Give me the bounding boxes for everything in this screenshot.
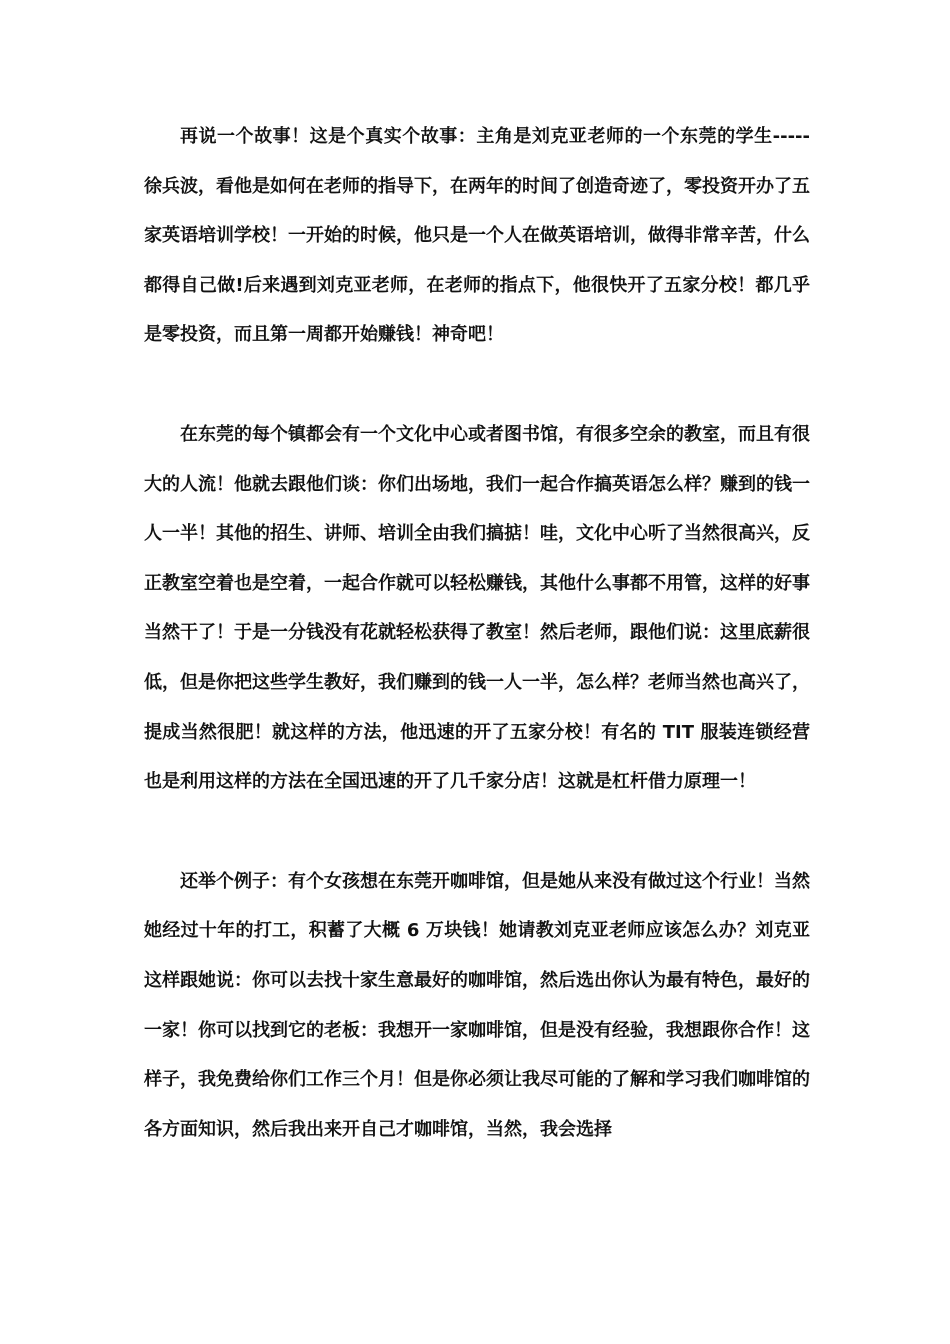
paragraph-coffee-shop: 还举个例子：有个女孩想在东莞开咖啡馆，但是她从来没有做过这个行业！当然她经过十年的打工，积蓄了大概 6 万块钱！她请教刘克亚老师应该怎么办？刘克亚这样跟她说：你可以去找十家生意最好的咖啡馆，然后选出你认为最有特色，最好的一家！你可以找到它的老板：我想开一家咖啡馆，但是没有经验，我想跟你合作！这样子，我免费给你们工作三个月！但是你必须让我尽可能的了解和学习我们咖啡馆的各方面知识，然后我出来开自己才咖啡馆，当然，我会选择 <box>144 870 810 1140</box>
paragraph-culture-center: 在东莞的每个镇都会有一个文化中心或者图书馆，有很多空余的教室，而且有很大的人流！他就去跟他们谈：你们出场地，我们一起合作搞英语怎么样？赚到的钱一人一半！其他的招生、讲师、培训全由我们搞掂！哇，文化中心听了当然很高兴，反正教室空着也是空着，一起合作就可以轻松赚钱，其他什么事都不用管，这样的好事当然干了！于是一分钱没有花就轻松获得了教室！然后老师，跟他们说：这里底薪很低，但是你把这些学生教好，我们赚到的钱一人一半，怎么样？老师当然也高兴了，提成当然很肥！就这样的方法，他迅速的开了五家分校！有名的 TIT 服装连锁经营也是利用这样的方法在全国迅速的开了几千家分店！这就是杠杆借力原理一！ <box>144 423 810 793</box>
paragraph-story-intro: 再说一个故事！这是个真实个故事：主角是刘克亚老师的一个东莞的学生-----徐兵波，看他是如何在老师的指导下，在两年的时间了创造奇迹了，零投资开办了五家英语培训学校！一开始的时候，他只是一个人在做英语培训，做得非常辛苦，什么都得自己做!后来遇到刘克亚老师，在老师的指点下，他很快开了五家分校！都几乎是零投资，而且第一周都开始赚钱！神奇吧！ <box>144 126 810 346</box>
document-body <box>144 112 810 1154</box>
